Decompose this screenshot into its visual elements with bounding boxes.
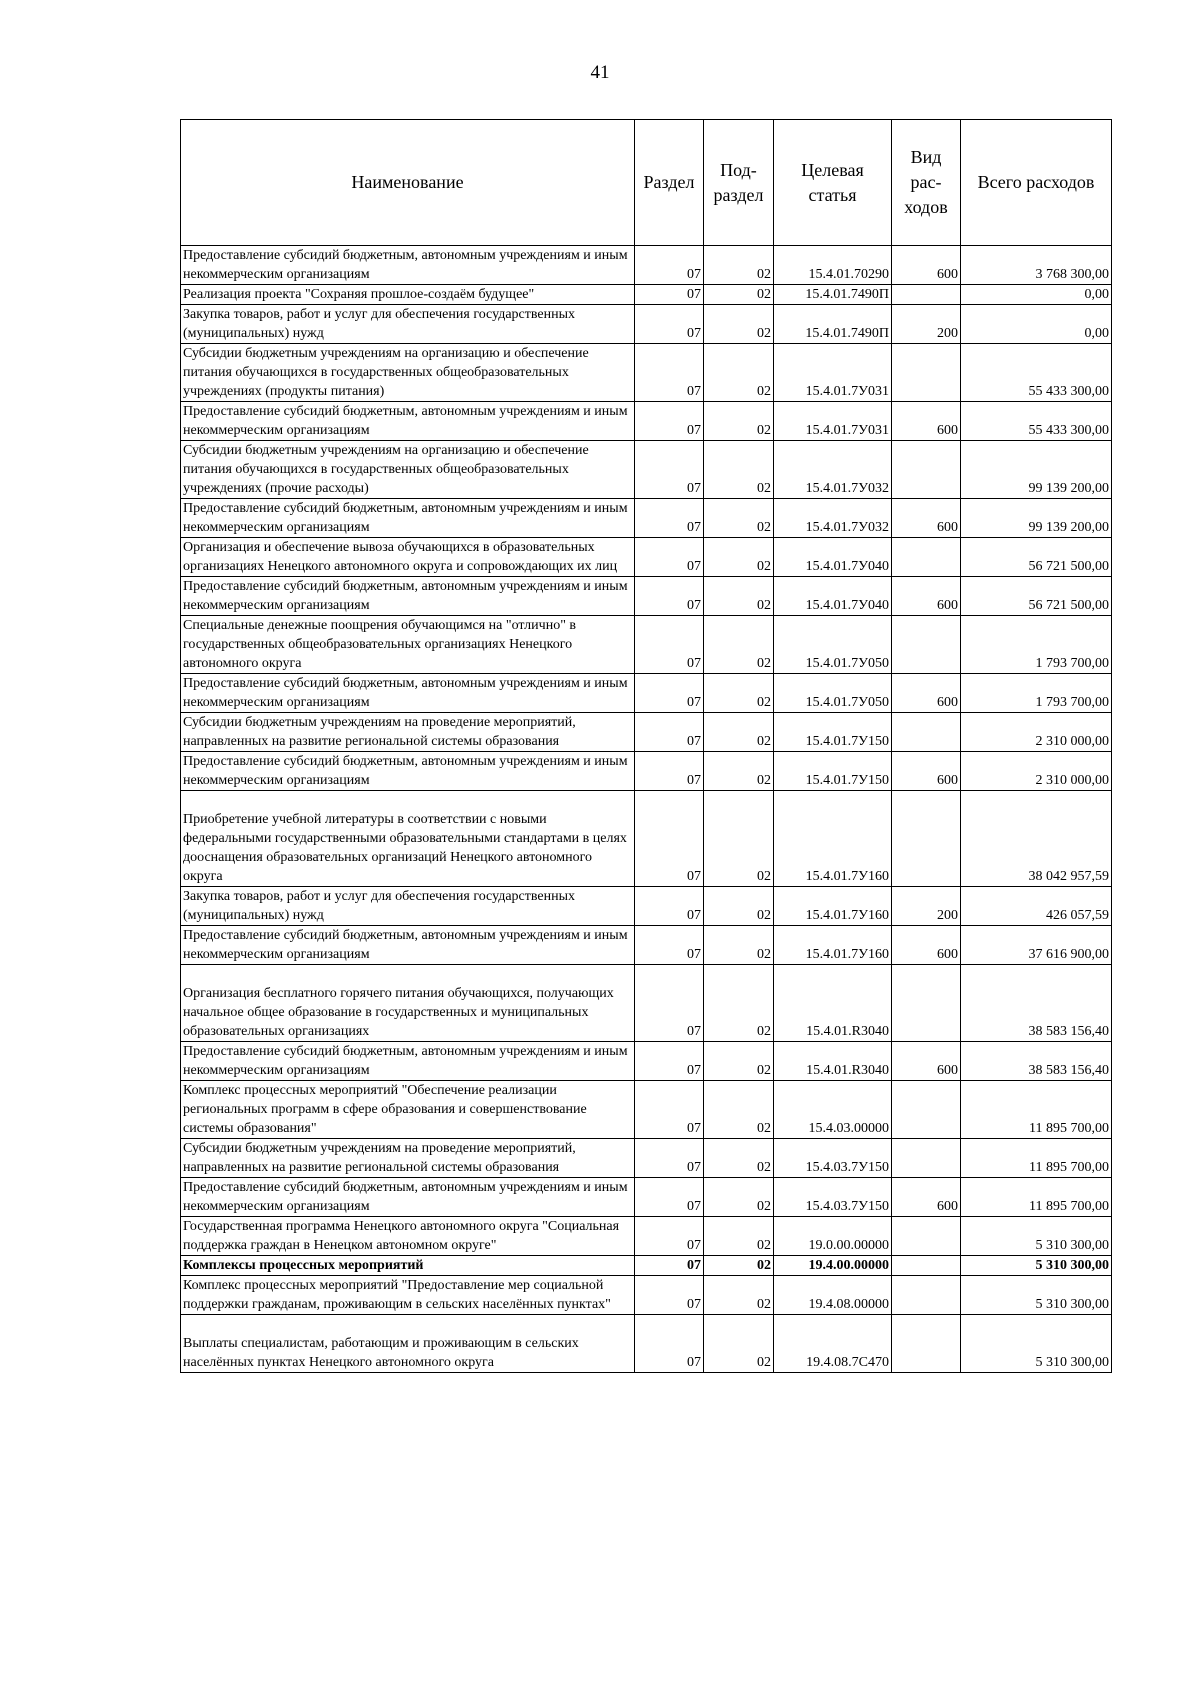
cell-name: Реализация проекта "Сохраняя прошлое-создаём будущее"	[181, 285, 635, 305]
cell-razdel: 07	[635, 305, 704, 344]
cell-name: Предоставление субсидий бюджетным, автономным учреждениям и иным некоммерческим организациям	[181, 1178, 635, 1217]
cell-vid	[892, 1276, 961, 1315]
cell-total: 11 895 700,00	[961, 1081, 1112, 1139]
cell-razdel: 07	[635, 285, 704, 305]
cell-podrazdel: 02	[704, 1139, 774, 1178]
cell-vid: 600	[892, 1042, 961, 1081]
table-row	[181, 1256, 1112, 1276]
table-row	[181, 344, 1112, 402]
cell-podrazdel: 02	[704, 305, 774, 344]
table-row	[181, 1315, 1112, 1373]
cell-name: Специальные денежные поощрения обучающимся на "отлично" в государственных общеобразовательных организациях Ненецкого автономного округа	[181, 616, 635, 674]
cell-name: Субсидии бюджетным учреждениям на проведение мероприятий, направленных на развитие региональной системы образования	[181, 1139, 635, 1178]
cell-total: 5 310 300,00	[961, 1256, 1112, 1276]
cell-razdel: 07	[635, 577, 704, 616]
cell-total: 38 042 957,59	[961, 791, 1112, 887]
header-statya: Целевая статья	[774, 120, 892, 246]
cell-podrazdel: 02	[704, 713, 774, 752]
table-row	[181, 285, 1112, 305]
cell-total: 1 793 700,00	[961, 674, 1112, 713]
cell-vid	[892, 1315, 961, 1373]
header-name: Наименование	[181, 120, 635, 246]
cell-podrazdel: 02	[704, 1315, 774, 1373]
cell-total: 3 768 300,00	[961, 246, 1112, 285]
cell-name: Предоставление субсидий бюджетным, автономным учреждениям и иным некоммерческим организациям	[181, 402, 635, 441]
cell-razdel: 07	[635, 1276, 704, 1315]
header-razdel: Раздел	[635, 120, 704, 246]
cell-statya: 19.0.00.00000	[774, 1217, 892, 1256]
cell-podrazdel: 02	[704, 1042, 774, 1081]
cell-vid: 600	[892, 246, 961, 285]
cell-vid	[892, 791, 961, 887]
cell-statya: 15.4.01.7У050	[774, 674, 892, 713]
cell-statya: 15.4.03.7У150	[774, 1139, 892, 1178]
cell-razdel: 07	[635, 674, 704, 713]
table-row	[181, 713, 1112, 752]
cell-total: 38 583 156,40	[961, 1042, 1112, 1081]
table-row	[181, 791, 1112, 887]
page-number: 41	[590, 62, 610, 83]
cell-total: 5 310 300,00	[961, 1276, 1112, 1315]
cell-name: Организация и обеспечение вывоза обучающихся в образовательных организациях Ненецкого автономного округа и сопровождающих их лиц	[181, 538, 635, 577]
table-body	[181, 246, 1112, 1373]
cell-vid	[892, 344, 961, 402]
cell-podrazdel: 02	[704, 926, 774, 965]
cell-total: 426 057,59	[961, 887, 1112, 926]
cell-name: Предоставление субсидий бюджетным, автономным учреждениям и иным некоммерческим организациям	[181, 752, 635, 791]
cell-razdel: 07	[635, 1081, 704, 1139]
cell-razdel: 07	[635, 1042, 704, 1081]
cell-name: Предоставление субсидий бюджетным, автономным учреждениям и иным некоммерческим организациям	[181, 577, 635, 616]
table-row	[181, 1139, 1112, 1178]
cell-vid: 200	[892, 305, 961, 344]
cell-vid	[892, 285, 961, 305]
cell-total: 11 895 700,00	[961, 1178, 1112, 1217]
cell-podrazdel: 02	[704, 285, 774, 305]
table-row	[181, 538, 1112, 577]
cell-name: Государственная программа Ненецкого автономного округа "Социальная поддержка граждан в Ненецком автономном округе"	[181, 1217, 635, 1256]
cell-vid	[892, 713, 961, 752]
cell-statya: 15.4.01.R3040	[774, 965, 892, 1042]
cell-name: Приобретение учебной литературы в соответствии с новыми федеральными государственными образовательными стандартами в целях дооснащения образовательных организаций Ненецкого автономного округа	[181, 791, 635, 887]
cell-podrazdel: 02	[704, 577, 774, 616]
cell-vid: 600	[892, 577, 961, 616]
cell-vid: 200	[892, 887, 961, 926]
cell-name: Организация бесплатного горячего питания обучающихся, получающих начальное общее образование в государственных и муниципальных образовательных организациях	[181, 965, 635, 1042]
cell-total: 56 721 500,00	[961, 538, 1112, 577]
cell-statya: 19.4.08.00000	[774, 1276, 892, 1315]
cell-statya: 15.4.01.7У040	[774, 577, 892, 616]
cell-podrazdel: 02	[704, 791, 774, 887]
cell-vid	[892, 1217, 961, 1256]
cell-statya: 15.4.03.7У150	[774, 1178, 892, 1217]
cell-statya: 15.4.01.7У031	[774, 344, 892, 402]
table-row	[181, 1178, 1112, 1217]
cell-podrazdel: 02	[704, 1256, 774, 1276]
cell-total: 37 616 900,00	[961, 926, 1112, 965]
cell-statya: 15.4.01.7490П	[774, 285, 892, 305]
cell-statya: 15.4.01.7У160	[774, 791, 892, 887]
cell-total: 55 433 300,00	[961, 402, 1112, 441]
cell-vid: 600	[892, 402, 961, 441]
cell-name: Комплексы процессных мероприятий	[181, 1256, 635, 1276]
cell-razdel: 07	[635, 791, 704, 887]
cell-name: Предоставление субсидий бюджетным, автономным учреждениям и иным некоммерческим организациям	[181, 246, 635, 285]
table-row	[181, 926, 1112, 965]
cell-total: 5 310 300,00	[961, 1315, 1112, 1373]
cell-total: 1 793 700,00	[961, 616, 1112, 674]
cell-statya: 15.4.01.7У150	[774, 713, 892, 752]
cell-razdel: 07	[635, 246, 704, 285]
cell-razdel: 07	[635, 1217, 704, 1256]
cell-statya: 15.4.01.7У032	[774, 441, 892, 499]
cell-podrazdel: 02	[704, 538, 774, 577]
cell-name: Выплаты специалистам, работающим и проживающим в сельских населённых пунктах Ненецкого автономного округа	[181, 1315, 635, 1373]
cell-razdel: 07	[635, 713, 704, 752]
table-row	[181, 965, 1112, 1042]
table-row	[181, 1081, 1112, 1139]
cell-razdel: 07	[635, 752, 704, 791]
cell-podrazdel: 02	[704, 499, 774, 538]
table-row	[181, 402, 1112, 441]
cell-vid: 600	[892, 499, 961, 538]
cell-razdel: 07	[635, 344, 704, 402]
cell-name: Закупка товаров, работ и услуг для обеспечения государственных (муниципальных) нужд	[181, 887, 635, 926]
cell-razdel: 07	[635, 499, 704, 538]
cell-vid	[892, 616, 961, 674]
cell-statya: 19.4.00.00000	[774, 1256, 892, 1276]
table-row	[181, 499, 1112, 538]
cell-statya: 19.4.08.7С470	[774, 1315, 892, 1373]
cell-statya: 15.4.01.70290	[774, 246, 892, 285]
cell-vid	[892, 441, 961, 499]
cell-statya: 15.4.01.7У160	[774, 887, 892, 926]
cell-total: 99 139 200,00	[961, 499, 1112, 538]
cell-name: Субсидии бюджетным учреждениям на организацию и обеспечение питания обучающихся в государственных общеобразовательных учреждениях (прочие расходы)	[181, 441, 635, 499]
cell-razdel: 07	[635, 1315, 704, 1373]
cell-statya: 15.4.03.00000	[774, 1081, 892, 1139]
table-row	[181, 246, 1112, 285]
table-row	[181, 616, 1112, 674]
cell-name: Предоставление субсидий бюджетным, автономным учреждениям и иным некоммерческим организациям	[181, 674, 635, 713]
table-row	[181, 1042, 1112, 1081]
cell-total: 55 433 300,00	[961, 344, 1112, 402]
cell-podrazdel: 02	[704, 752, 774, 791]
cell-razdel: 07	[635, 402, 704, 441]
cell-total: 56 721 500,00	[961, 577, 1112, 616]
cell-vid: 600	[892, 926, 961, 965]
table-row	[181, 577, 1112, 616]
cell-total: 38 583 156,40	[961, 965, 1112, 1042]
cell-razdel: 07	[635, 441, 704, 499]
table-row	[181, 1276, 1112, 1315]
cell-podrazdel: 02	[704, 344, 774, 402]
cell-total: 2 310 000,00	[961, 752, 1112, 791]
cell-podrazdel: 02	[704, 887, 774, 926]
cell-statya: 15.4.01.R3040	[774, 1042, 892, 1081]
cell-name: Комплекс процессных мероприятий "Обеспечение реализации региональных программ в сфере образования и совершенствование системы образования"	[181, 1081, 635, 1139]
cell-name: Субсидии бюджетным учреждениям на проведение мероприятий, направленных на развитие региональной системы образования	[181, 713, 635, 752]
cell-statya: 15.4.01.7У032	[774, 499, 892, 538]
cell-vid	[892, 1139, 961, 1178]
cell-razdel: 07	[635, 926, 704, 965]
header-total: Всего расходов	[961, 120, 1112, 246]
cell-razdel: 07	[635, 887, 704, 926]
cell-name: Предоставление субсидий бюджетным, автономным учреждениям и иным некоммерческим организациям	[181, 926, 635, 965]
table-row	[181, 674, 1112, 713]
table-header-row	[181, 120, 1112, 246]
cell-podrazdel: 02	[704, 1178, 774, 1217]
cell-podrazdel: 02	[704, 402, 774, 441]
cell-podrazdel: 02	[704, 1217, 774, 1256]
cell-podrazdel: 02	[704, 616, 774, 674]
cell-statya: 15.4.01.7У150	[774, 752, 892, 791]
cell-podrazdel: 02	[704, 1276, 774, 1315]
cell-name: Комплекс процессных мероприятий "Предоставление мер социальной поддержки гражданам, проживающим в сельских населённых пунктах"	[181, 1276, 635, 1315]
cell-podrazdel: 02	[704, 965, 774, 1042]
cell-podrazdel: 02	[704, 246, 774, 285]
cell-vid: 600	[892, 674, 961, 713]
cell-podrazdel: 02	[704, 441, 774, 499]
cell-razdel: 07	[635, 616, 704, 674]
table-row	[181, 887, 1112, 926]
cell-razdel: 07	[635, 965, 704, 1042]
cell-vid	[892, 1081, 961, 1139]
cell-vid	[892, 538, 961, 577]
cell-vid	[892, 1256, 961, 1276]
cell-razdel: 07	[635, 1256, 704, 1276]
cell-total: 99 139 200,00	[961, 441, 1112, 499]
cell-statya: 15.4.01.7У050	[774, 616, 892, 674]
cell-total: 11 895 700,00	[961, 1139, 1112, 1178]
cell-name: Субсидии бюджетным учреждениям на организацию и обеспечение питания обучающихся в государственных общеобразовательных учреждениях (продукты питания)	[181, 344, 635, 402]
cell-vid: 600	[892, 752, 961, 791]
cell-vid: 600	[892, 1178, 961, 1217]
cell-statya: 15.4.01.7490П	[774, 305, 892, 344]
cell-razdel: 07	[635, 538, 704, 577]
cell-total: 5 310 300,00	[961, 1217, 1112, 1256]
table-row	[181, 1217, 1112, 1256]
cell-razdel: 07	[635, 1178, 704, 1217]
cell-name: Закупка товаров, работ и услуг для обеспечения государственных (муниципальных) нужд	[181, 305, 635, 344]
cell-statya: 15.4.01.7У160	[774, 926, 892, 965]
cell-total: 0,00	[961, 305, 1112, 344]
budget-table	[180, 119, 1112, 1373]
header-podrazdel: Под-раздел	[704, 120, 774, 246]
table-row	[181, 752, 1112, 791]
cell-statya: 15.4.01.7У031	[774, 402, 892, 441]
cell-total: 0,00	[961, 285, 1112, 305]
cell-podrazdel: 02	[704, 1081, 774, 1139]
cell-vid	[892, 965, 961, 1042]
cell-statya: 15.4.01.7У040	[774, 538, 892, 577]
cell-podrazdel: 02	[704, 674, 774, 713]
cell-name: Предоставление субсидий бюджетным, автономным учреждениям и иным некоммерческим организациям	[181, 1042, 635, 1081]
table-row	[181, 305, 1112, 344]
table-row	[181, 441, 1112, 499]
cell-name: Предоставление субсидий бюджетным, автономным учреждениям и иным некоммерческим организациям	[181, 499, 635, 538]
cell-razdel: 07	[635, 1139, 704, 1178]
header-vid: Вид рас-ходов	[892, 120, 961, 246]
cell-total: 2 310 000,00	[961, 713, 1112, 752]
